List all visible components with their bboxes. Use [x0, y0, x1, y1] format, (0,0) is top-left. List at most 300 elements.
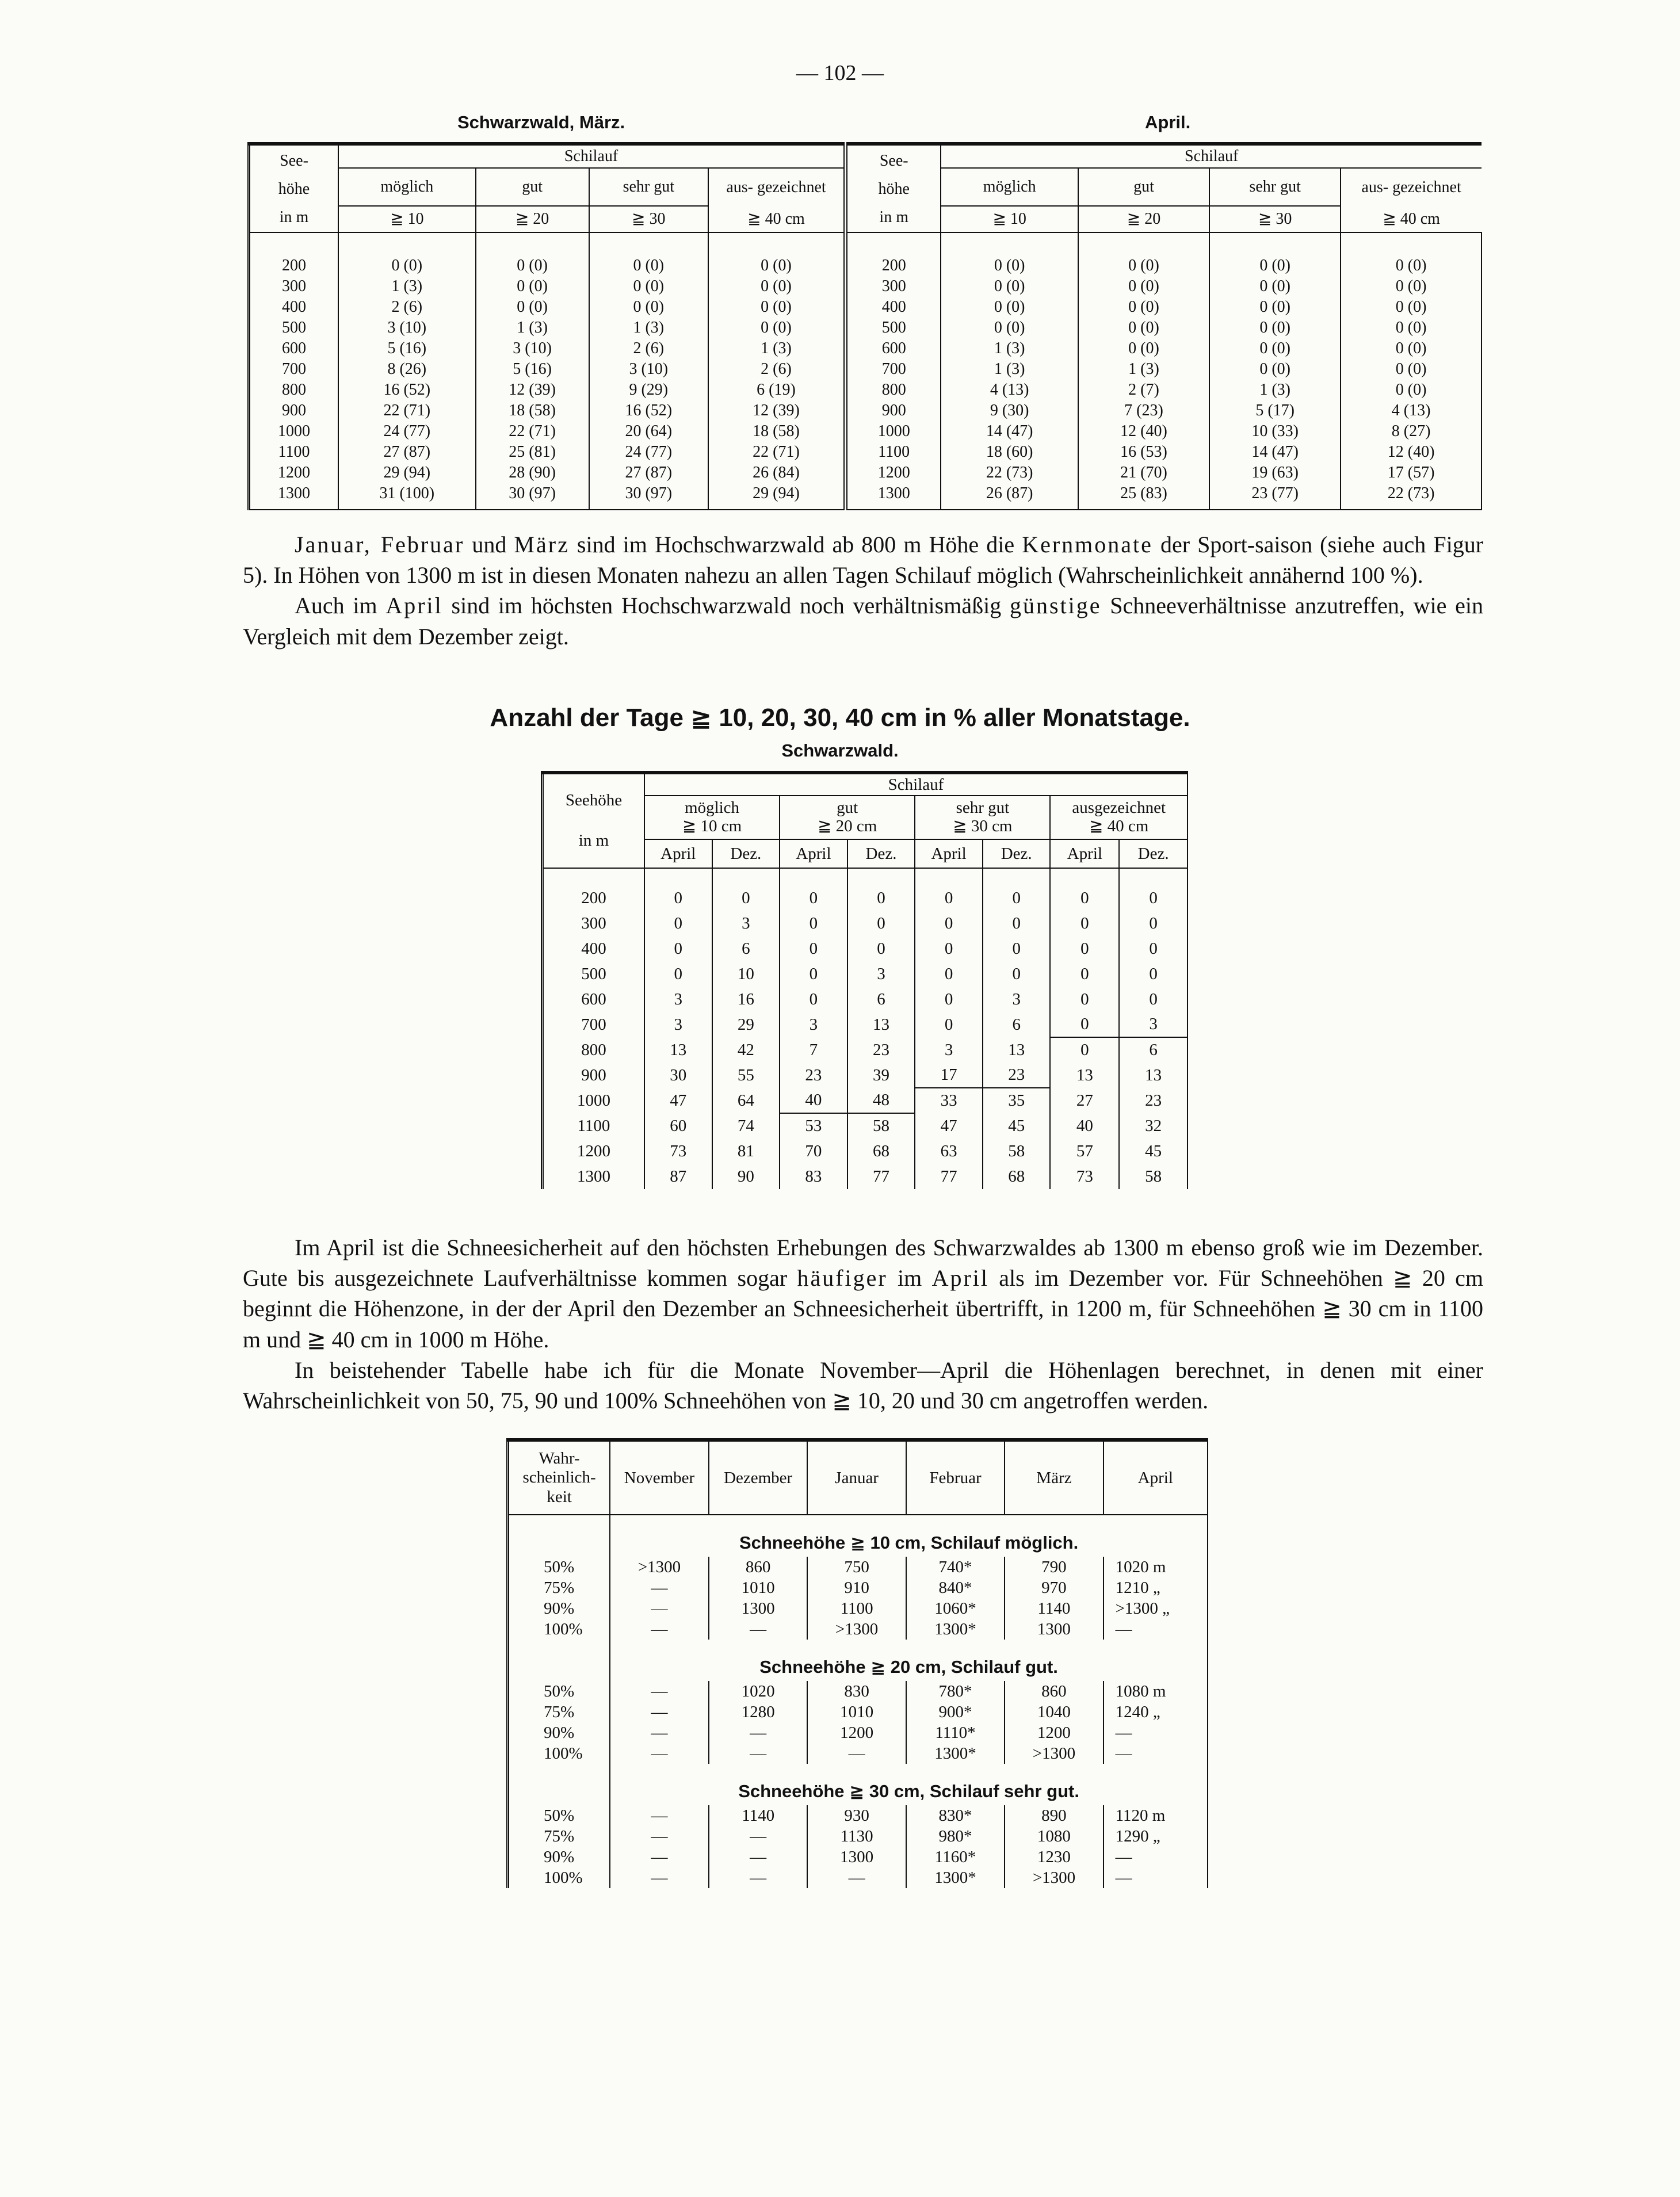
cell-value: 0 (0)	[708, 255, 846, 276]
cell-value: 32	[1119, 1113, 1188, 1138]
cell-value: 890	[1005, 1805, 1103, 1826]
table-row	[249, 463, 1482, 483]
cell-value: 0	[847, 936, 915, 961]
cell-value: —	[610, 1702, 709, 1722]
section-title: Schneehöhe ≧ 10 cm, Schilauf möglich.	[610, 1515, 1208, 1557]
cell-prob: 75%	[508, 1577, 610, 1598]
table2-title: Anzahl der Tage ≧ 10, 20, 30, 40 cm in % aller Monatstage.	[490, 704, 1190, 732]
col-month: April	[1104, 1440, 1208, 1515]
cell-value: 1120 m	[1104, 1805, 1208, 1826]
thr-40: ≧ 40 cm	[708, 206, 846, 232]
cell-value: 18 (60)	[941, 442, 1078, 463]
cell-value: 0 (0)	[1209, 318, 1341, 338]
cell-value: 1 (3)	[476, 318, 589, 338]
cell-value: 10 (33)	[1209, 421, 1341, 442]
cell-hoehe: 800	[249, 380, 339, 400]
cell-value: 26 (84)	[708, 463, 846, 483]
cell-value: 58	[1119, 1164, 1188, 1189]
cell-value: 0	[983, 911, 1051, 936]
cell-value: 12 (39)	[476, 380, 589, 400]
cell-value: 0	[644, 961, 712, 987]
cell-value: >1300	[1005, 1867, 1103, 1888]
cell-value: 0 (0)	[1209, 255, 1341, 276]
cell-value: 30	[644, 1063, 712, 1088]
cell-value: 0 (0)	[1078, 297, 1209, 318]
table-row	[508, 1702, 1208, 1722]
cell-value: 2 (6)	[708, 359, 846, 380]
cell-value: 0 (0)	[589, 297, 708, 318]
cell-value: 0 (0)	[589, 255, 708, 276]
cell-value: 840*	[906, 1577, 1005, 1598]
cell-value: 0 (0)	[338, 255, 476, 276]
cell-value: 19 (63)	[1209, 463, 1341, 483]
cell-value: 2 (6)	[589, 338, 708, 359]
cell-value: 13	[983, 1037, 1051, 1063]
cell-value: 1200	[807, 1722, 906, 1743]
cell-value: 23	[1119, 1088, 1188, 1113]
col-month: März	[1005, 1440, 1103, 1515]
cell-value: 3	[780, 1012, 847, 1037]
cell-value: 0 (0)	[1078, 255, 1209, 276]
cell-value: 5 (16)	[338, 338, 476, 359]
cell-hoehe: 1200	[846, 463, 941, 483]
cell-hoehe: 1000	[543, 1088, 644, 1113]
table-row	[508, 1847, 1208, 1867]
cell-hoehe: 1100	[846, 442, 941, 463]
cell-value: 4 (13)	[941, 380, 1078, 400]
cell-prob: 90%	[508, 1847, 610, 1867]
cell-value: 22 (73)	[1341, 483, 1482, 504]
cell-value: 1 (3)	[1078, 359, 1209, 380]
cell-hoehe: 1100	[543, 1113, 644, 1138]
cell-value: 22 (71)	[338, 400, 476, 421]
thr-30: ≧ 30	[589, 206, 708, 232]
cell-value: 3	[915, 1037, 983, 1063]
cell-value: 29 (94)	[708, 483, 846, 504]
cell-value: 1300*	[906, 1619, 1005, 1640]
cell-hoehe: 300	[249, 276, 339, 297]
cell-hoehe: 1300	[249, 483, 339, 504]
cell-value: 48	[847, 1088, 915, 1113]
cell-value: 830*	[906, 1805, 1005, 1826]
cell-value: 0	[712, 885, 780, 911]
cell-value: 23 (77)	[1209, 483, 1341, 504]
sub-col-april: April	[780, 839, 847, 868]
section-title: Schneehöhe ≧ 20 cm, Schilauf gut.	[610, 1640, 1208, 1681]
cell-value: 77	[915, 1164, 983, 1189]
cell-hoehe: 800	[846, 380, 941, 400]
cell-value: 900*	[906, 1702, 1005, 1722]
cell-value: 9 (29)	[589, 380, 708, 400]
cell-value: 73	[644, 1138, 712, 1164]
table-row	[249, 483, 1482, 504]
cell-value: 0 (0)	[476, 276, 589, 297]
cell-value: 8 (27)	[1341, 421, 1482, 442]
cell-hoehe: 1000	[846, 421, 941, 442]
cell-value: 29 (94)	[338, 463, 476, 483]
cell-value: —	[1104, 1722, 1208, 1743]
cell-hoehe: 700	[249, 359, 339, 380]
cell-value: 23	[847, 1037, 915, 1063]
cell-value: 57	[1050, 1138, 1119, 1164]
col-month: Dezember	[709, 1440, 808, 1515]
cell-value: —	[610, 1577, 709, 1598]
cell-value: 0 (0)	[708, 297, 846, 318]
cell-value: 3 (10)	[476, 338, 589, 359]
table-row	[249, 359, 1482, 380]
cell-value: 68	[847, 1138, 915, 1164]
cell-value: 42	[712, 1037, 780, 1063]
cell-value: 83	[780, 1164, 847, 1189]
cell-value: 1040	[1005, 1702, 1103, 1722]
cell-value: 87	[644, 1164, 712, 1189]
cell-value: 1230	[1005, 1847, 1103, 1867]
cell-value: 1020	[709, 1681, 808, 1702]
cell-value: 7	[780, 1037, 847, 1063]
cell-value: 0 (0)	[941, 255, 1078, 276]
table2-subtitle: Schwarzwald.	[781, 740, 899, 761]
cell-value: 0	[1050, 911, 1119, 936]
cell-value: 1300*	[906, 1867, 1005, 1888]
cell-prob: 100%	[508, 1867, 610, 1888]
cat-sehr-gut: sehr gut	[589, 168, 708, 206]
table3-body	[508, 1515, 1208, 1888]
cell-value: >1300	[1005, 1743, 1103, 1764]
table-row	[249, 400, 1482, 421]
col-month: Februar	[906, 1440, 1005, 1515]
page-number: — 102 —	[796, 61, 884, 85]
cell-value: 18 (58)	[708, 421, 846, 442]
cell-value: 28 (90)	[476, 463, 589, 483]
cell-value: 29	[712, 1012, 780, 1037]
cell-value: 1300	[709, 1598, 808, 1619]
table-row	[249, 380, 1482, 400]
thr-30-april: ≧ 30	[1209, 206, 1341, 232]
cell-value: 0	[915, 885, 983, 911]
cell-value: 0	[780, 961, 847, 987]
cell-value: —	[807, 1743, 906, 1764]
cell-value: 1 (3)	[941, 359, 1078, 380]
cell-value: >1300	[610, 1557, 709, 1577]
cell-value: 3	[712, 911, 780, 936]
cell-value: 860	[1005, 1681, 1103, 1702]
group-schilauf-april: Schilauf	[941, 144, 1482, 168]
cell-value: 10	[712, 961, 780, 987]
cell-value: >1300	[807, 1619, 906, 1640]
cell-value: 21 (70)	[1078, 463, 1209, 483]
cell-value: 64	[712, 1088, 780, 1113]
cell-value: 740*	[906, 1557, 1005, 1577]
cell-value: —	[1104, 1867, 1208, 1888]
cell-value: 26 (87)	[941, 483, 1078, 504]
caption-maerz: Schwarzwald, März.	[457, 112, 625, 132]
sub-col-dez: Dez.	[712, 839, 780, 868]
paragraph-april-dezember: Im April ist die Schneesicherheit auf den höchsten Erhebungen des Schwarzwaldes ab 1300 m ebenso groß wie im Dezember. Gute bis ausgezeichnete Laufverhältnisse kommen sogar häufiger im April als im Dezember vor. Für Schneehöhen ≧ 20 cm beginnt die Höhenzone, in der der April den Dezember an Schneesicherheit übertrifft, in 1200 m, für Schneehöhen ≧ 30 cm in 1100 m und ≧ 40 cm in 1000 m Höhe. In beistehender Tabelle habe ich für die Monate November—April die Höhenlagen berechnet, in denen mit einer Wahrscheinlichkeit von 50, 75, 90 und 100% Schneehöhen von ≧ 10, 20 und 30 cm angetroffen werden.	[243, 1235, 1483, 1413]
table-row	[249, 421, 1482, 442]
cell-value: 53	[780, 1113, 847, 1138]
cell-value: 1080	[1005, 1826, 1103, 1847]
cell-value: 5 (17)	[1209, 400, 1341, 421]
cell-value: 20 (64)	[589, 421, 708, 442]
col-month: November	[610, 1440, 709, 1515]
cell-value: 0 (0)	[1078, 318, 1209, 338]
cell-value: 1010	[709, 1577, 808, 1598]
cell-prob: 75%	[508, 1826, 610, 1847]
cell-prob: 90%	[508, 1598, 610, 1619]
cell-value: 0	[915, 936, 983, 961]
cat-header: möglich ≧ 10 cm	[644, 796, 780, 839]
section-title: Schneehöhe ≧ 30 cm, Schilauf sehr gut.	[610, 1764, 1208, 1805]
cell-value: —	[709, 1722, 808, 1743]
cat-sehr-gut-april: sehr gut	[1209, 168, 1341, 206]
cell-prob: 50%	[508, 1681, 610, 1702]
cell-value: 1110*	[906, 1722, 1005, 1743]
cell-value: 16 (52)	[589, 400, 708, 421]
cell-value: 0	[1119, 987, 1188, 1012]
cell-value: 8 (26)	[338, 359, 476, 380]
sub-col-april: April	[644, 839, 712, 868]
cell-hoehe: 1200	[249, 463, 339, 483]
cell-value: —	[610, 1619, 709, 1640]
cell-value: 0	[847, 911, 915, 936]
section-header	[508, 1515, 1208, 1557]
cell-value: 0 (0)	[1341, 255, 1482, 276]
cell-prob: 50%	[508, 1557, 610, 1577]
sub-col-dez: Dez.	[983, 839, 1051, 868]
table-maerz-april	[247, 142, 1482, 510]
cell-value: 23	[983, 1063, 1051, 1088]
cell-value: 30 (97)	[476, 483, 589, 504]
cell-value: 0 (0)	[1341, 338, 1482, 359]
cell-value: 13	[1119, 1063, 1188, 1088]
cell-value: 39	[847, 1063, 915, 1088]
cell-value: 22 (73)	[941, 463, 1078, 483]
col-wahrscheinlichkeit: Wahr- scheinlich- keit	[508, 1440, 610, 1515]
cell-value: 13	[1050, 1063, 1119, 1088]
table-row	[543, 1063, 1188, 1088]
cell-value: 980*	[906, 1826, 1005, 1847]
table-row	[508, 1743, 1208, 1764]
cell-value: 17 (57)	[1341, 463, 1482, 483]
cell-value: 910	[807, 1577, 906, 1598]
table-row	[508, 1722, 1208, 1743]
cell-value: —	[709, 1619, 808, 1640]
cell-value: 30 (97)	[589, 483, 708, 504]
cell-value: —	[610, 1743, 709, 1764]
cell-value: 1300	[807, 1847, 906, 1867]
table-row	[543, 961, 1188, 987]
cell-value: —	[1104, 1743, 1208, 1764]
cell-value: 14 (47)	[1209, 442, 1341, 463]
cell-value: —	[709, 1743, 808, 1764]
cell-hoehe: 300	[543, 911, 644, 936]
cell-value: 7 (23)	[1078, 400, 1209, 421]
cell-value: 0	[780, 987, 847, 1012]
cell-value: 0	[1050, 961, 1119, 987]
cell-value: 750	[807, 1557, 906, 1577]
cell-value: 0	[780, 936, 847, 961]
table-row	[249, 297, 1482, 318]
cell-value: 3	[847, 961, 915, 987]
cell-value: 1240 „	[1104, 1702, 1208, 1722]
cell-value: 0 (0)	[1209, 297, 1341, 318]
cat-ausgezeichnet: aus- gezeichnet	[708, 168, 846, 206]
cell-value: 45	[983, 1113, 1051, 1138]
cell-value: 25 (83)	[1078, 483, 1209, 504]
cell-value: 1140	[1005, 1598, 1103, 1619]
cell-value: 0	[1119, 911, 1188, 936]
cell-value: 4 (13)	[1341, 400, 1482, 421]
cell-value: 13	[644, 1037, 712, 1063]
cat-ausgezeichnet-april: aus- gezeichnet	[1361, 178, 1461, 196]
cat-header: ausgezeichnet ≧ 40 cm	[1050, 796, 1188, 839]
cell-hoehe: 500	[543, 961, 644, 987]
cat-moeglich: möglich	[338, 168, 476, 206]
table-row	[543, 1113, 1188, 1138]
cell-hoehe: 1100	[249, 442, 339, 463]
paragraph-kernmonate: Januar, Februar und März sind im Hochschwarzwald ab 800 m Höhe die Kernmonate der Sport-saison (siehe auch Figur 5). In Höhen von 1300 m ist in diesen Monaten nahezu an allen Tagen Schilauf möglich (Wahrscheinlichkeit annähernd 100 %). Auch im April sind im höchsten Hochschwarzwald noch verhältnismäßig günstige Schneeverhältnisse anzutreffen, wie ein Vergleich mit dem Dezember zeigt.	[243, 532, 1484, 649]
cell-value: >1300 „	[1104, 1598, 1208, 1619]
sub-col-april: April	[915, 839, 983, 868]
cell-value: 6	[1119, 1037, 1188, 1063]
table-row	[249, 442, 1482, 463]
cell-value: 0	[1050, 936, 1119, 961]
cell-value: 0	[983, 936, 1051, 961]
cell-value: 2 (7)	[1078, 380, 1209, 400]
cell-value: 47	[644, 1088, 712, 1113]
sub-col-dez: Dez.	[847, 839, 915, 868]
col-seehoehe: Seehöhe in m	[543, 773, 644, 868]
table-row	[543, 1138, 1188, 1164]
cell-value: 16 (53)	[1078, 442, 1209, 463]
cell-value: 0 (0)	[941, 276, 1078, 297]
cell-value: 5 (16)	[476, 359, 589, 380]
cell-hoehe: 600	[543, 987, 644, 1012]
cell-value: 0 (0)	[1209, 338, 1341, 359]
cell-value: 780*	[906, 1681, 1005, 1702]
cell-value: —	[709, 1867, 808, 1888]
cell-hoehe: 600	[249, 338, 339, 359]
cell-value: 35	[983, 1088, 1051, 1113]
cell-value: 0	[983, 961, 1051, 987]
cell-value: 0 (0)	[1341, 380, 1482, 400]
cell-value: 1280	[709, 1702, 808, 1722]
cell-value: 0	[780, 911, 847, 936]
thr-40-april: ≧ 40 cm	[1341, 206, 1482, 232]
cell-value: 40	[780, 1088, 847, 1113]
cell-value: 1 (3)	[589, 318, 708, 338]
cell-value: 930	[807, 1805, 906, 1826]
cell-hoehe: 400	[249, 297, 339, 318]
cell-value: 12 (40)	[1341, 442, 1482, 463]
cell-value: —	[610, 1826, 709, 1847]
cell-value: —	[610, 1805, 709, 1826]
thr-20: ≧ 20	[476, 206, 589, 232]
cell-hoehe: 1300	[846, 483, 941, 504]
cell-value: 58	[983, 1138, 1051, 1164]
cell-prob: 90%	[508, 1722, 610, 1743]
cell-value: 1060*	[906, 1598, 1005, 1619]
cell-value: 0 (0)	[1341, 297, 1482, 318]
cell-hoehe: 900	[846, 400, 941, 421]
cell-value: —	[610, 1598, 709, 1619]
cell-value: 0	[983, 885, 1051, 911]
table-row	[543, 1037, 1188, 1063]
cell-value: 830	[807, 1681, 906, 1702]
thr-10: ≧ 10	[338, 206, 476, 232]
cell-hoehe: 400	[846, 297, 941, 318]
cell-hoehe: 200	[543, 885, 644, 911]
table-row	[508, 1805, 1208, 1826]
table-row	[249, 318, 1482, 338]
table-april-dezember	[541, 771, 1188, 1189]
cell-value: 0	[915, 911, 983, 936]
cell-hoehe: 700	[846, 359, 941, 380]
cell-value: 0	[1119, 885, 1188, 911]
cell-value: 3	[644, 1012, 712, 1037]
cell-value: 12 (40)	[1078, 421, 1209, 442]
cell-value: 1130	[807, 1826, 906, 1847]
table-row	[543, 911, 1188, 936]
cell-value: 1160*	[906, 1847, 1005, 1867]
cell-value: 17	[915, 1063, 983, 1088]
cell-value: 27	[1050, 1088, 1119, 1113]
cell-value: 14 (47)	[941, 421, 1078, 442]
cell-value: 1 (3)	[338, 276, 476, 297]
table2-body	[543, 868, 1188, 1189]
cell-value: 1 (3)	[708, 338, 846, 359]
cell-value: 47	[915, 1113, 983, 1138]
cell-value: 33	[915, 1088, 983, 1113]
table-row	[543, 987, 1188, 1012]
cell-value: 0 (0)	[476, 297, 589, 318]
cell-value: 6	[847, 987, 915, 1012]
cell-value: 1200	[1005, 1722, 1103, 1743]
cell-value: 9 (30)	[941, 400, 1078, 421]
cell-value: 60	[644, 1113, 712, 1138]
cell-value: 0 (0)	[1209, 276, 1341, 297]
cell-value: 24 (77)	[338, 421, 476, 442]
table1-body	[249, 232, 1482, 510]
cell-value: 3	[983, 987, 1051, 1012]
col-seehoehe-maerz: See- höhe in m	[249, 144, 339, 232]
cell-value: 0 (0)	[941, 318, 1078, 338]
cell-value: 0 (0)	[1078, 338, 1209, 359]
cell-value: 22 (71)	[708, 442, 846, 463]
cell-value: 24 (77)	[589, 442, 708, 463]
cell-value: 0	[780, 885, 847, 911]
cell-value: 1100	[807, 1598, 906, 1619]
cell-value: 0 (0)	[1078, 276, 1209, 297]
cell-value: 0 (0)	[1341, 318, 1482, 338]
sub-col-april: April	[1050, 839, 1119, 868]
cell-value: —	[610, 1681, 709, 1702]
cell-hoehe: 900	[543, 1063, 644, 1088]
cat-header: gut ≧ 20 cm	[780, 796, 915, 839]
group-schilauf-maerz: Schilauf	[338, 144, 845, 168]
col-month: Januar	[807, 1440, 906, 1515]
cell-value: 1 (3)	[941, 338, 1078, 359]
cell-value: 1020 m	[1104, 1557, 1208, 1577]
cell-value: 790	[1005, 1557, 1103, 1577]
cell-prob: 75%	[508, 1702, 610, 1722]
cell-hoehe: 200	[846, 255, 941, 276]
cell-value: 77	[847, 1164, 915, 1189]
cell-value: 0 (0)	[589, 276, 708, 297]
cell-value: 6 (19)	[708, 380, 846, 400]
cell-value: 13	[847, 1012, 915, 1037]
cell-value: 0 (0)	[476, 255, 589, 276]
